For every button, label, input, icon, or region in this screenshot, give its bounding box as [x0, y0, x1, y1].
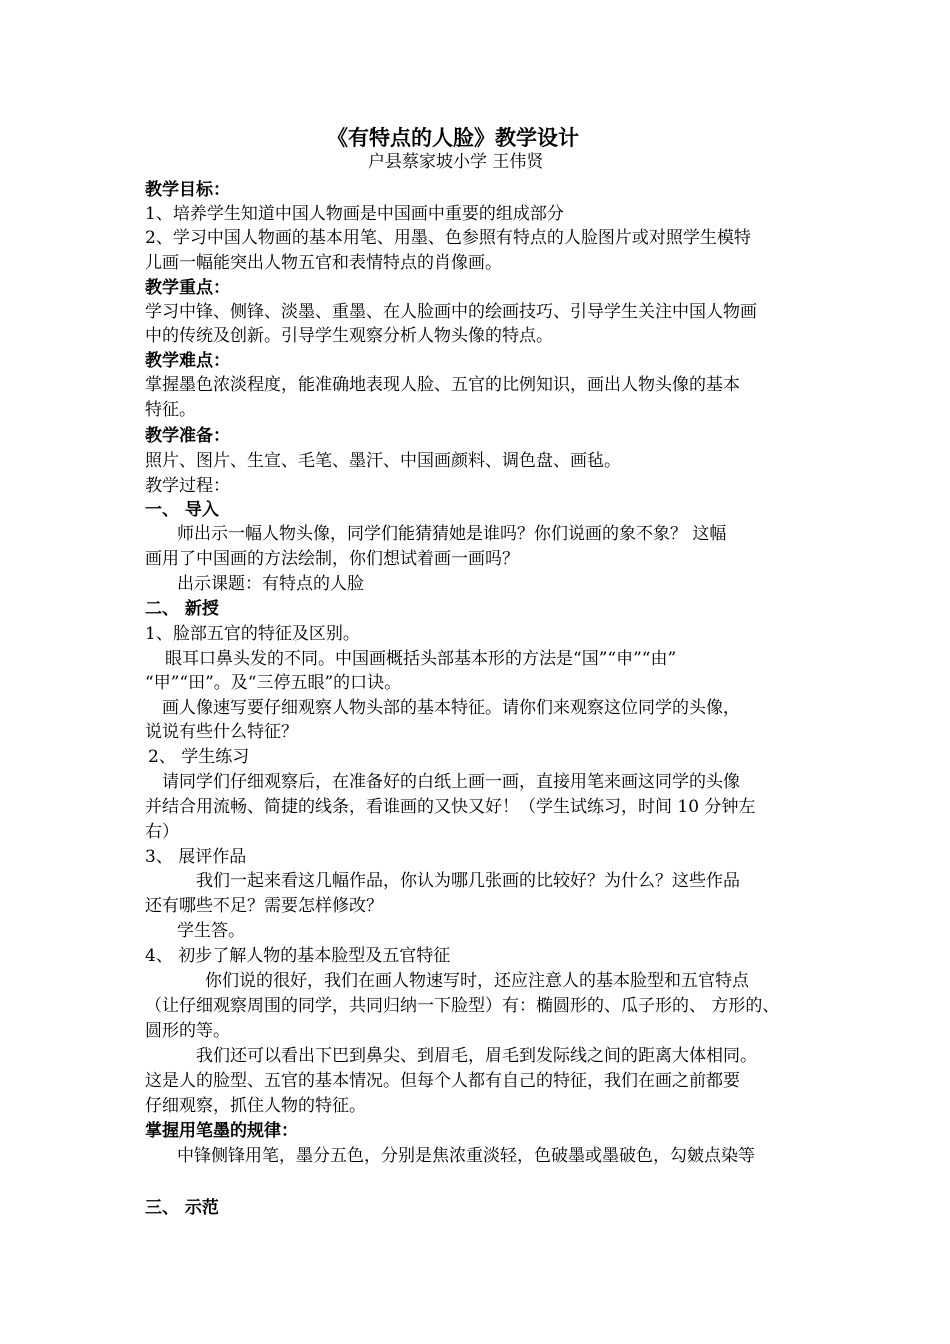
- text-line: 1、培养学生知道中国人物画是中国画中重要的组成部分: [145, 204, 564, 224]
- text-line: 1、脸部五官的特征及区别。: [145, 624, 360, 644]
- section-heading-demo: 三、 示范: [145, 1198, 219, 1218]
- text-line: 掌握墨色浓淡程度，能准确地表现人脸、五官的比例知识，画出人物头像的基本: [145, 375, 740, 395]
- text-line: 中的传统及创新。引导学生观察分析人物头像的特点。: [145, 326, 553, 346]
- subsection-heading: 2、 学生练习: [148, 747, 250, 767]
- document-author: 户县蔡家坡小学 王伟贤: [368, 152, 544, 172]
- text-line: 画用了中国画的方法绘制，你们想试着画一画吗？: [145, 549, 519, 569]
- text-line: 特征。: [145, 400, 196, 420]
- heading-brush-ink-rules: 掌握用笔墨的规律：: [145, 1121, 298, 1141]
- text-line: 我们一起来看这几幅作品，你认为哪几张画的比较好？为什么？这些作品: [196, 871, 740, 891]
- text-line: 师出示一幅人物头像，同学们能猜猜她是谁吗？你们说画的象不象？ 这幅: [177, 524, 727, 544]
- text-line: 并结合用流畅、简捷的线条，看谁画的又快又好！（学生试练习，时间 10 分钟左: [145, 797, 756, 817]
- text-line: 圆形的等。: [145, 1021, 230, 1041]
- text-line: 儿画一幅能突出人物五官和表情特点的肖像画。: [145, 253, 502, 273]
- text-line: 眼耳口鼻头发的不同。中国画概括头部基本形的方法是“国”“申”“由”: [165, 649, 677, 669]
- text-line: 仔细观察，抓住人物的特征。: [145, 1096, 366, 1116]
- text-line: 右）: [145, 822, 179, 842]
- text-line: 我们还可以看出下巴到鼻尖、到眉毛，眉毛到发际线之间的距离大体相同。: [196, 1046, 757, 1066]
- section-heading-new-lesson: 二、 新授: [145, 599, 219, 619]
- heading-preparation: 教学准备：: [145, 426, 230, 446]
- subsection-heading: 3、 展评作品: [145, 847, 247, 867]
- text-line: 照片、图片、生宣、毛笔、墨汗、中国画颜料、调色盘、画毡。: [145, 451, 621, 471]
- document-title: 《有特点的人脸》教学设计: [327, 125, 579, 150]
- section-heading-intro: 一、 导入: [145, 500, 219, 520]
- heading-difficulties: 教学难点：: [145, 351, 230, 371]
- text-line: （让仔细观察周围的同学，共同归纳一下脸型）有：椭圆形的、瓜子形的、 方形的、: [145, 996, 780, 1016]
- heading-key-points: 教学重点：: [145, 278, 230, 298]
- subsection-heading: 4、 初步了解人物的基本脸型及五官特征: [145, 946, 451, 966]
- text-line: “甲”“田”。及“三停五眼”的口诀。: [145, 673, 402, 693]
- text-line: 学习中锋、侧锋、淡墨、重墨、在人脸画中的绘画技巧、引导学生关注中国人物画: [145, 302, 757, 322]
- text-line: 这是人的脸型、五官的基本情况。但每个人都有自己的特征，我们在画之前都要: [145, 1071, 740, 1091]
- text-line: 学生答。: [177, 921, 245, 941]
- text-line: 出示课题：有特点的人脸: [177, 574, 364, 594]
- text-line: 还有哪些不足？需要怎样修改？: [145, 896, 383, 916]
- text-line: 请同学们仔细观察后，在准备好的白纸上画一画，直接用笔来画这同学的头像: [162, 772, 740, 792]
- text-line: 中锋侧锋用笔，墨分五色，分别是焦浓重淡轻，色破墨或墨破色，勾皴点染等: [177, 1146, 755, 1166]
- text-line: 画人像速写要仔细观察人物头部的基本特征。请你们来观察这位同学的头像，: [162, 698, 740, 718]
- text-line: 说说有些什么特征？: [145, 722, 298, 742]
- text-line: 你们说的很好，我们在画人物速写时，还应注意人的基本脸型和五官特点: [205, 971, 749, 991]
- heading-process: 教学过程：: [145, 476, 230, 496]
- text-line: 2、学习中国人物画的基本用笔、用墨、色参照有特点的人脸图片或对照学生模特: [145, 228, 751, 248]
- heading-objectives: 教学目标：: [145, 180, 230, 200]
